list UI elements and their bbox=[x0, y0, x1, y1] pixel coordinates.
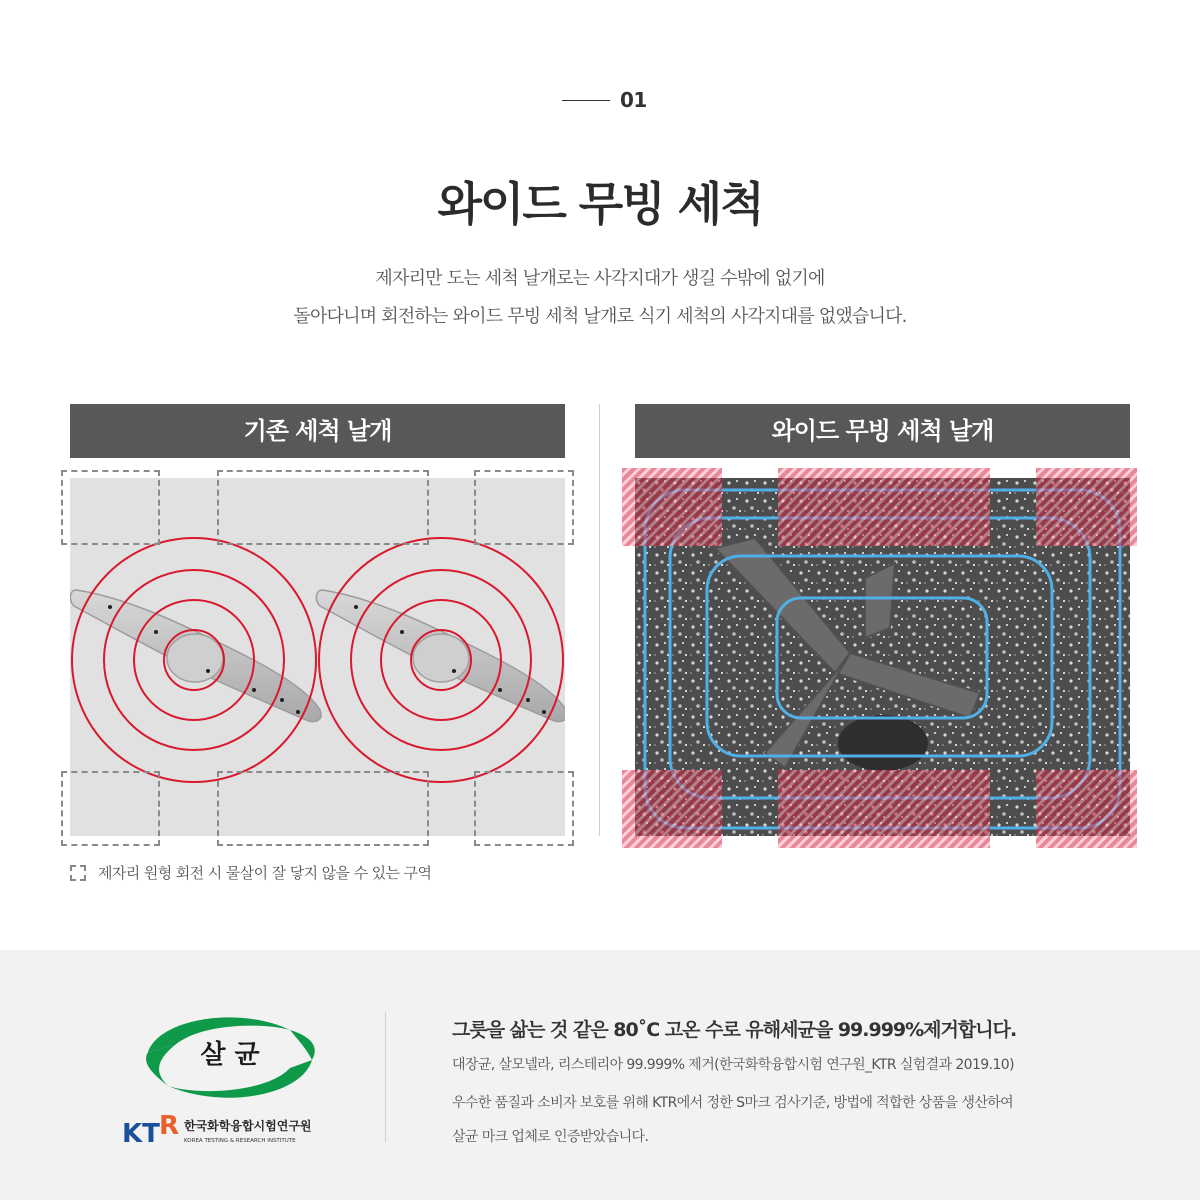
ktr-r-text: R bbox=[159, 1111, 180, 1141]
sterilization-mark-logo bbox=[120, 1000, 340, 1150]
certification-line-3: 살균 마크 업체로 인증받았습니다. bbox=[452, 1129, 649, 1145]
logo-text: 살 균 bbox=[200, 1040, 260, 1070]
page-title: 와이드 무빙 세척 bbox=[437, 177, 763, 231]
caption-text: 제자리 원형 회전 시 물살이 잘 닿지 않을 수 있는 구역 bbox=[98, 864, 432, 882]
blind-spot-top-left bbox=[61, 470, 160, 545]
covered-zone-bottom-left bbox=[622, 770, 722, 848]
sterilization-mark-icon bbox=[120, 1000, 340, 1150]
ktr-kt-text: KT bbox=[122, 1119, 160, 1149]
section-number bbox=[562, 88, 647, 112]
certification-title: 그릇을 삶는 것 같은 80˚C 고온 수로 유해세균을 99.999%제거합니다. bbox=[452, 1019, 1017, 1041]
blind-spot-top-center bbox=[217, 470, 429, 545]
covered-zone-top-right bbox=[1036, 468, 1137, 546]
description-line-2: 돌아다니며 회전하는 와이드 무빙 세척 날개로 식기 세척의 사각지대를 없앴습니다. bbox=[293, 306, 907, 327]
drain-hole bbox=[838, 715, 928, 771]
blind-spot-bottom-center bbox=[217, 771, 429, 846]
ktr-english-name: KOREA TESTING & RESEARCH INSTITUTE bbox=[184, 1138, 296, 1144]
dashed-box-icon bbox=[70, 865, 86, 881]
wide-moving-blade-header: 와이드 무빙 세척 날개 bbox=[635, 404, 1130, 458]
panel-divider bbox=[599, 404, 600, 836]
covered-zone-bottom-right bbox=[1036, 770, 1137, 848]
certification-divider bbox=[385, 1012, 386, 1142]
existing-blade-header: 기존 세척 날개 bbox=[70, 404, 565, 458]
ktr-korean-name: 한국화학융합시험연구원 bbox=[184, 1119, 312, 1133]
number-divider-line bbox=[562, 100, 610, 101]
covered-zone-bottom-center bbox=[778, 770, 990, 848]
section-number-text: 01 bbox=[620, 88, 647, 112]
certification-line-2: 우수한 품질과 소비자 보호를 위해 KTR에서 정한 S마크 검사기준, 방법에 적합한 상품을 생산하여 bbox=[452, 1095, 1014, 1111]
blind-spot-top-right bbox=[474, 470, 574, 545]
covered-zone-top-center bbox=[778, 468, 990, 546]
blind-spot-bottom-right bbox=[474, 771, 574, 846]
description-line-1: 제자리만 도는 세척 날개로는 사각지대가 생길 수밖에 없기에 bbox=[375, 268, 825, 289]
blind-spot-bottom-left bbox=[61, 771, 160, 846]
blind-spot-caption bbox=[70, 862, 431, 883]
certification-line-1: 대장균, 살모넬라, 리스테리아 99.999% 제거(한국화학융합시험 연구원_KTR 실험결과 2019.10) bbox=[452, 1057, 1014, 1073]
covered-zone-top-left bbox=[622, 468, 722, 546]
